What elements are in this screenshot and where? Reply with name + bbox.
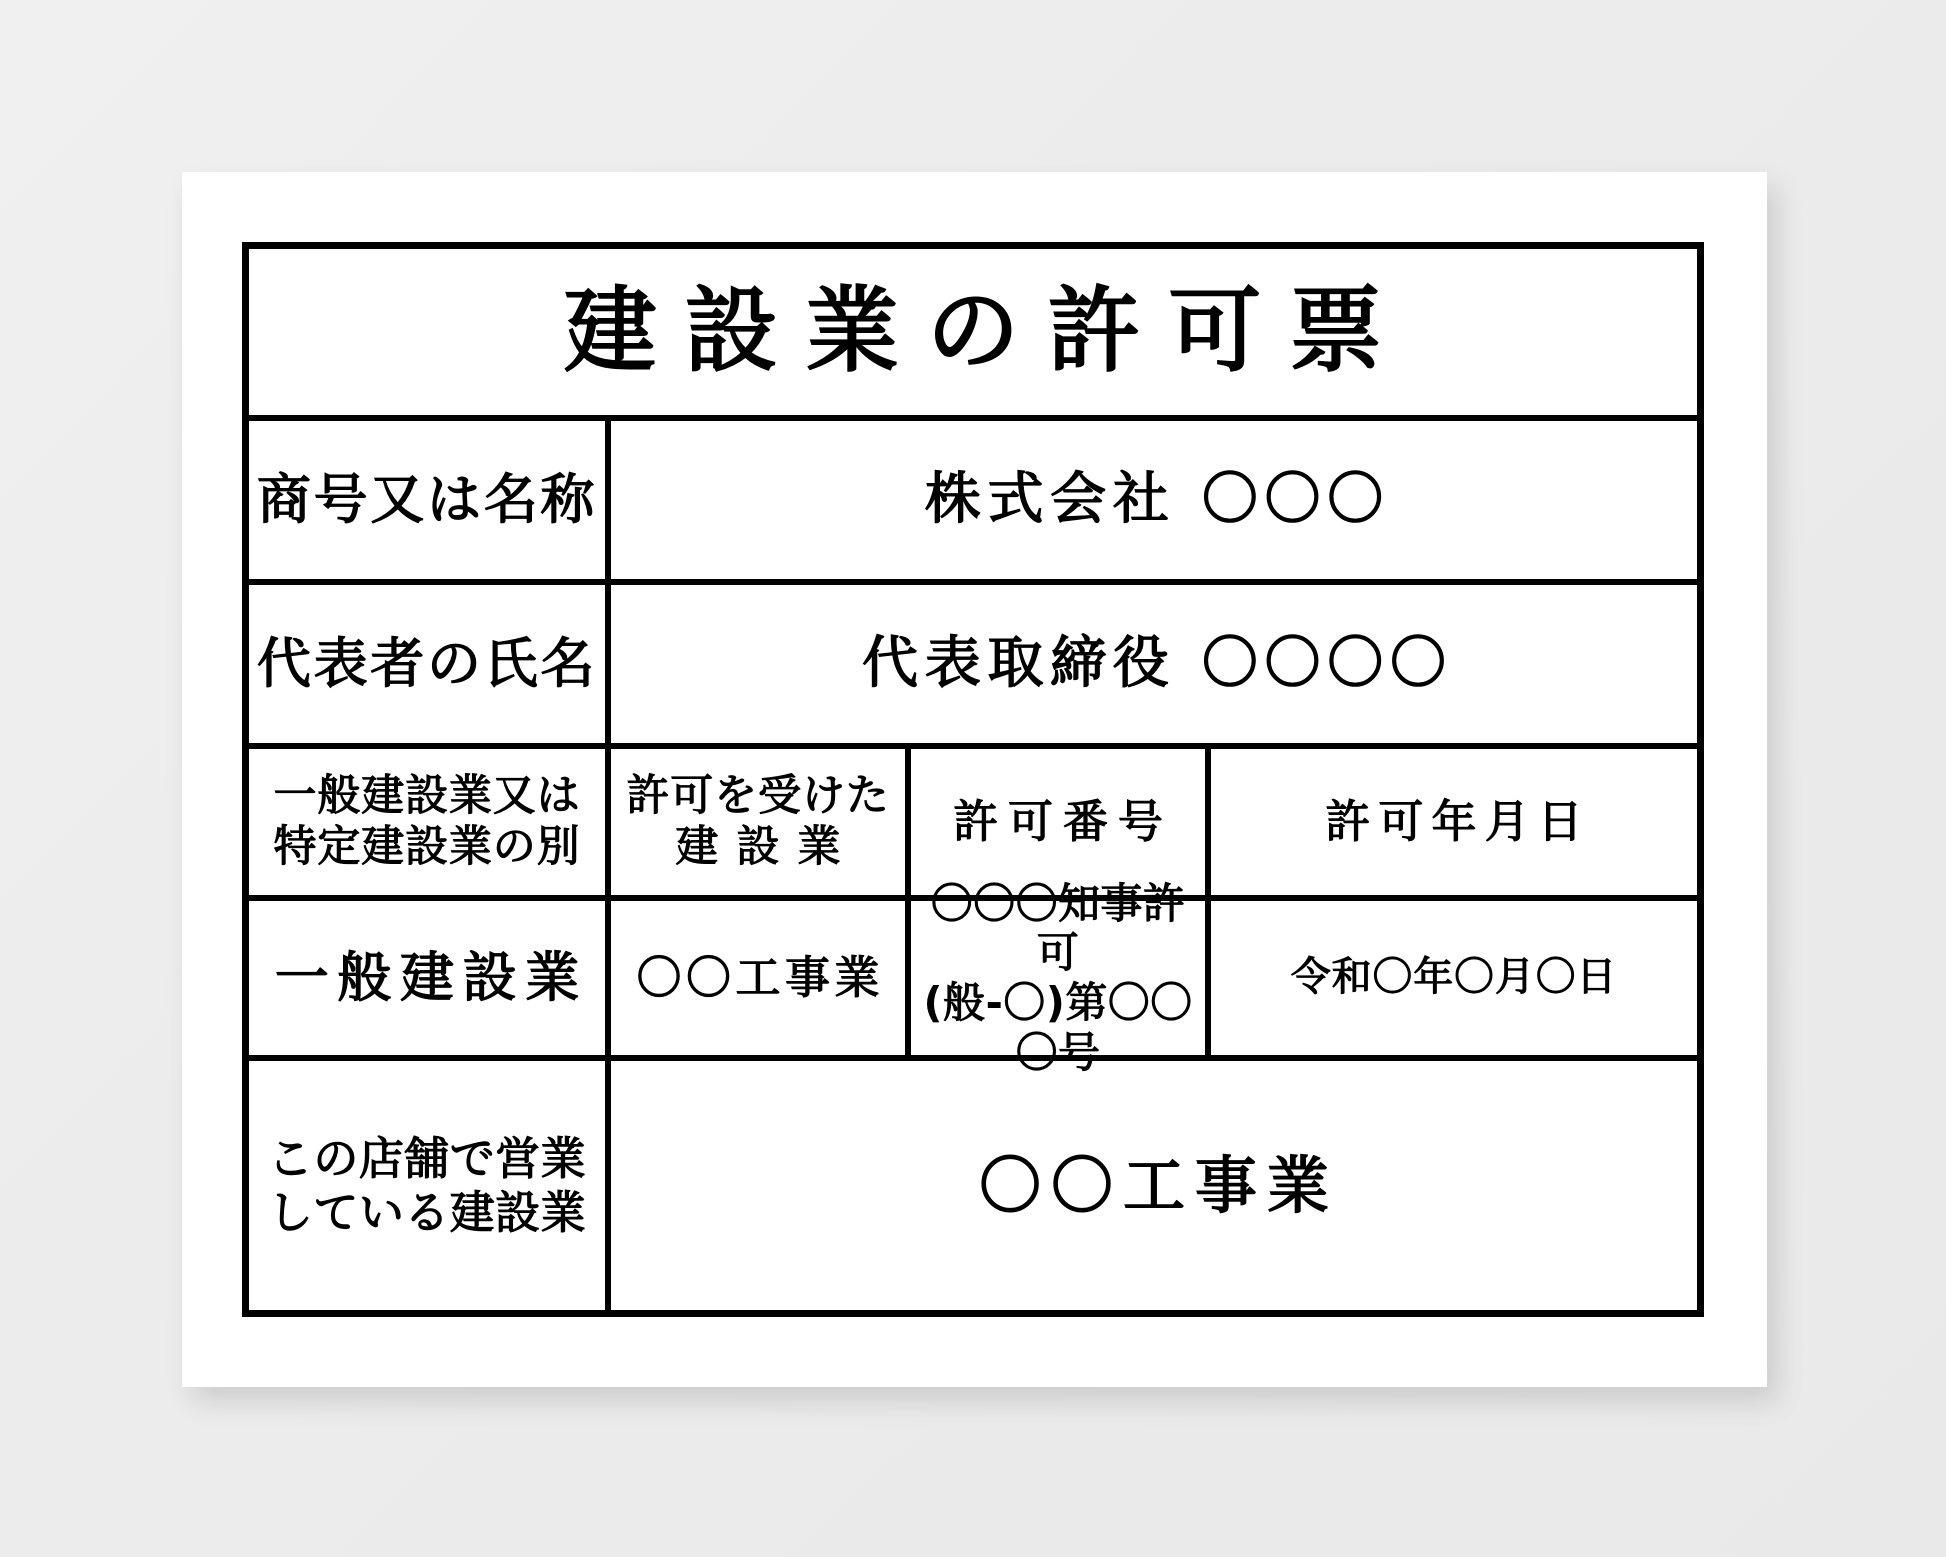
- representative-label: 代表者の氏名: [249, 585, 611, 743]
- sign-title: 建設業の許可票: [563, 277, 1411, 386]
- representative-value: 代表取締役 〇〇〇〇: [862, 630, 1453, 696]
- header-licensed-business-line2: 建設業: [675, 822, 859, 872]
- data-license-number: [911, 878, 1211, 1077]
- permit-sign-table: [242, 242, 1704, 1317]
- store-business-value: 〇〇工事業: [979, 1148, 1339, 1222]
- company-row: [249, 421, 1697, 585]
- store-business-label: [249, 1061, 611, 1310]
- header-licensed-business: [611, 749, 911, 895]
- data-license-number-line1: 〇〇〇知事許可: [930, 878, 1186, 978]
- representative-row: [249, 585, 1697, 749]
- header-license-number: 許可番号: [911, 749, 1211, 895]
- data-license-type: 一般建設業: [249, 901, 611, 1055]
- sign-plate: [182, 172, 1767, 1387]
- header-license-date: 許可年月日: [1325, 795, 1591, 849]
- data-row: [249, 878, 1697, 1077]
- data-licensed-business: 〇〇工事業: [611, 901, 911, 1055]
- company-label: 商号又は名称: [249, 421, 611, 579]
- store-business-row: [249, 1061, 1697, 1310]
- header-license-type: [249, 749, 611, 895]
- title-row: [249, 249, 1697, 421]
- store-business-label-line1: この店舗で営業: [267, 1132, 587, 1186]
- header-license-type-line1: 一般建設業又は: [273, 771, 581, 822]
- header-license-type-line2: 特定建設業の別: [273, 822, 581, 872]
- company-value: 株式会社 〇〇〇: [924, 466, 1390, 532]
- header-licensed-business-line1: 許可を受けた: [626, 771, 890, 822]
- store-business-label-line2: している建設業: [267, 1185, 587, 1239]
- data-license-number-line2: (般-〇)第〇〇〇号: [923, 978, 1193, 1077]
- data-license-date: 令和〇年〇月〇日: [1290, 954, 1618, 1001]
